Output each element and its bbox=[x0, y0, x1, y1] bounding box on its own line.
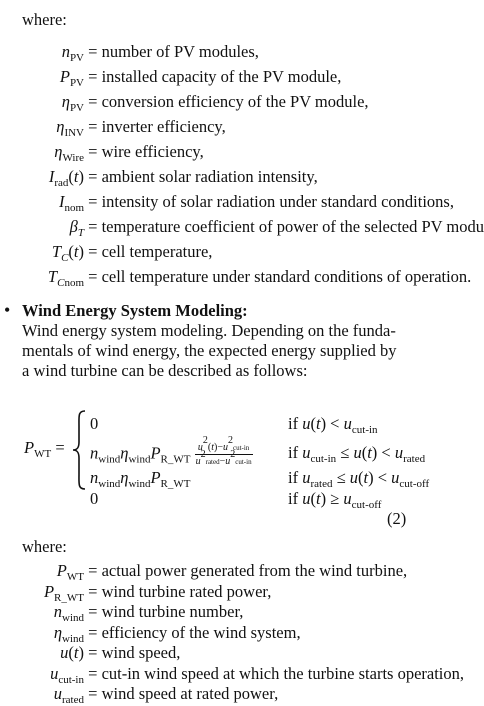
definition-n-pv: $n_{PV}$ = number of PV modules, bbox=[61, 42, 259, 64]
paragraph-line: Wind energy system modeling. Depending on the funda- bbox=[22, 321, 396, 340]
definition-text: inverter efficiency, bbox=[101, 117, 226, 136]
section-heading: Wind Energy System Modeling: bbox=[22, 301, 248, 320]
definition-eta-wind: $\eta_{wind}$ = efficiency of the wind system, bbox=[53, 622, 301, 645]
case-1-condition: if $u(t) < u_{cut-in}$ bbox=[288, 414, 378, 436]
case-2-condition: if $u_{cut-in} \le u(t) < u_{rated}$ bbox=[288, 443, 426, 465]
definition-n-wind: $n_{wind}$ = wind turbine number, bbox=[53, 602, 244, 624]
case-4-value: 0 bbox=[90, 489, 99, 508]
definition-u-rated: $u_{rated}$ = wind speed at rated power, bbox=[53, 684, 279, 706]
definition-text: temperature coefficient of power of the selected PV modu bbox=[101, 217, 484, 236]
definition-p-pv: $P_{PV}$ = installed capacity of the PV module, bbox=[59, 67, 342, 89]
definition-u-t: u(t) = wind speed, bbox=[60, 643, 181, 662]
where-label: where: bbox=[22, 10, 67, 29]
definition-text: cut-in wind speed at which the turbine starts operation, bbox=[101, 663, 465, 683]
definition-text: conversion efficiency of the PV module, bbox=[101, 92, 369, 111]
case-3-value: $n_{wind}\eta_{wind}P_{R\_WT}$ bbox=[90, 468, 191, 490]
definition-t-c: $T_C(t)$ = cell temperature, bbox=[51, 242, 213, 264]
definition-text: wind turbine number, bbox=[101, 602, 244, 621]
fraction: $\frac{\text{u2(t)−u2cut-in}}{\text{u2rated−u2cut-in}}$ bbox=[195, 435, 252, 467]
paragraph-line: mentals of wind energy, the expected energy supplied by bbox=[22, 341, 397, 360]
definition-eta-inv: $\eta_{INV}$ = inverter efficiency, bbox=[56, 117, 226, 139]
case-2-value: $n_{wind}\eta_{wind}P_{R\_WT}$ $\frac{\text{u2(t)−u2cut-in}}{\text{u2rated−u2cut-in}}$ bbox=[90, 435, 252, 467]
equation-number: (2) bbox=[387, 509, 407, 528]
definition-text: efficiency of the wind system, bbox=[101, 622, 301, 642]
case-condition-if: if bbox=[288, 468, 299, 487]
definition-p-r-wt: $P_{R\_WT}$ = wind turbine rated power, bbox=[43, 581, 272, 604]
definition-i-rad: $I_{rad}(t)$ = ambient solar radiation intensity, bbox=[48, 167, 318, 189]
paragraph-line: a wind turbine can be described as follows: bbox=[22, 361, 308, 380]
case-4-condition: if $u(t) \ge u_{cut-off}$ bbox=[288, 489, 382, 511]
definition-text: installed capacity of the PV module, bbox=[101, 67, 342, 86]
case-condition-if: if bbox=[288, 489, 299, 508]
case-1-value: 0 bbox=[90, 414, 99, 433]
definition-text: cell temperature under standard conditions of operation. bbox=[101, 267, 472, 286]
definition-text: wind turbine rated power, bbox=[101, 581, 272, 601]
bullet-marker: • bbox=[4, 300, 11, 320]
definition-beta-t: $\beta_T$ = temperature coefficient of power of the selected PV modu bbox=[69, 217, 484, 239]
definition-t-cnom: $T_{Cnom}$ = cell temperature under standard conditions of operation. bbox=[47, 267, 472, 289]
definition-text: intensity of solar radiation under standard conditions, bbox=[101, 192, 454, 211]
equation-lhs: $P_{WT}$ = bbox=[24, 438, 65, 460]
definition-u-cut-in: $u_{cut-in} = cut-in$ wind speed at which the turbine starts operation, bbox=[50, 663, 465, 686]
case-condition-if: if bbox=[288, 414, 299, 433]
definition-text: actual power generated from the wind turbine, bbox=[101, 561, 408, 580]
definition-p-wt: $P_{WT}$ = actual power generated from the wind turbine, bbox=[56, 561, 408, 583]
definition-text: wire efficiency, bbox=[101, 142, 204, 161]
definition-eta-pv: $\eta_{PV}$ = conversion efficiency of the PV module, bbox=[61, 92, 369, 114]
case-condition-if: if bbox=[288, 443, 299, 462]
definition-i-nom: $I_{nom}$ = intensity of solar radiation under standard conditions, bbox=[58, 192, 454, 214]
definition-text: ambient solar radiation intensity, bbox=[101, 167, 318, 186]
case-condition-subscript: cut-in bbox=[351, 424, 378, 436]
where-label: where: bbox=[22, 537, 67, 556]
case-3-condition: if $u_{rated} \le u(t) < u_{cut-off}$ bbox=[288, 468, 430, 490]
definition-text: wind speed, bbox=[101, 643, 181, 662]
definition-eta-wire: $\eta_{Wire}$ = wire efficiency, bbox=[54, 142, 204, 164]
definition-text: wind speed at rated power, bbox=[101, 684, 279, 703]
definition-text: cell temperature, bbox=[101, 242, 213, 261]
left-brace-icon bbox=[72, 410, 86, 490]
definition-text: number of PV modules, bbox=[101, 42, 259, 61]
